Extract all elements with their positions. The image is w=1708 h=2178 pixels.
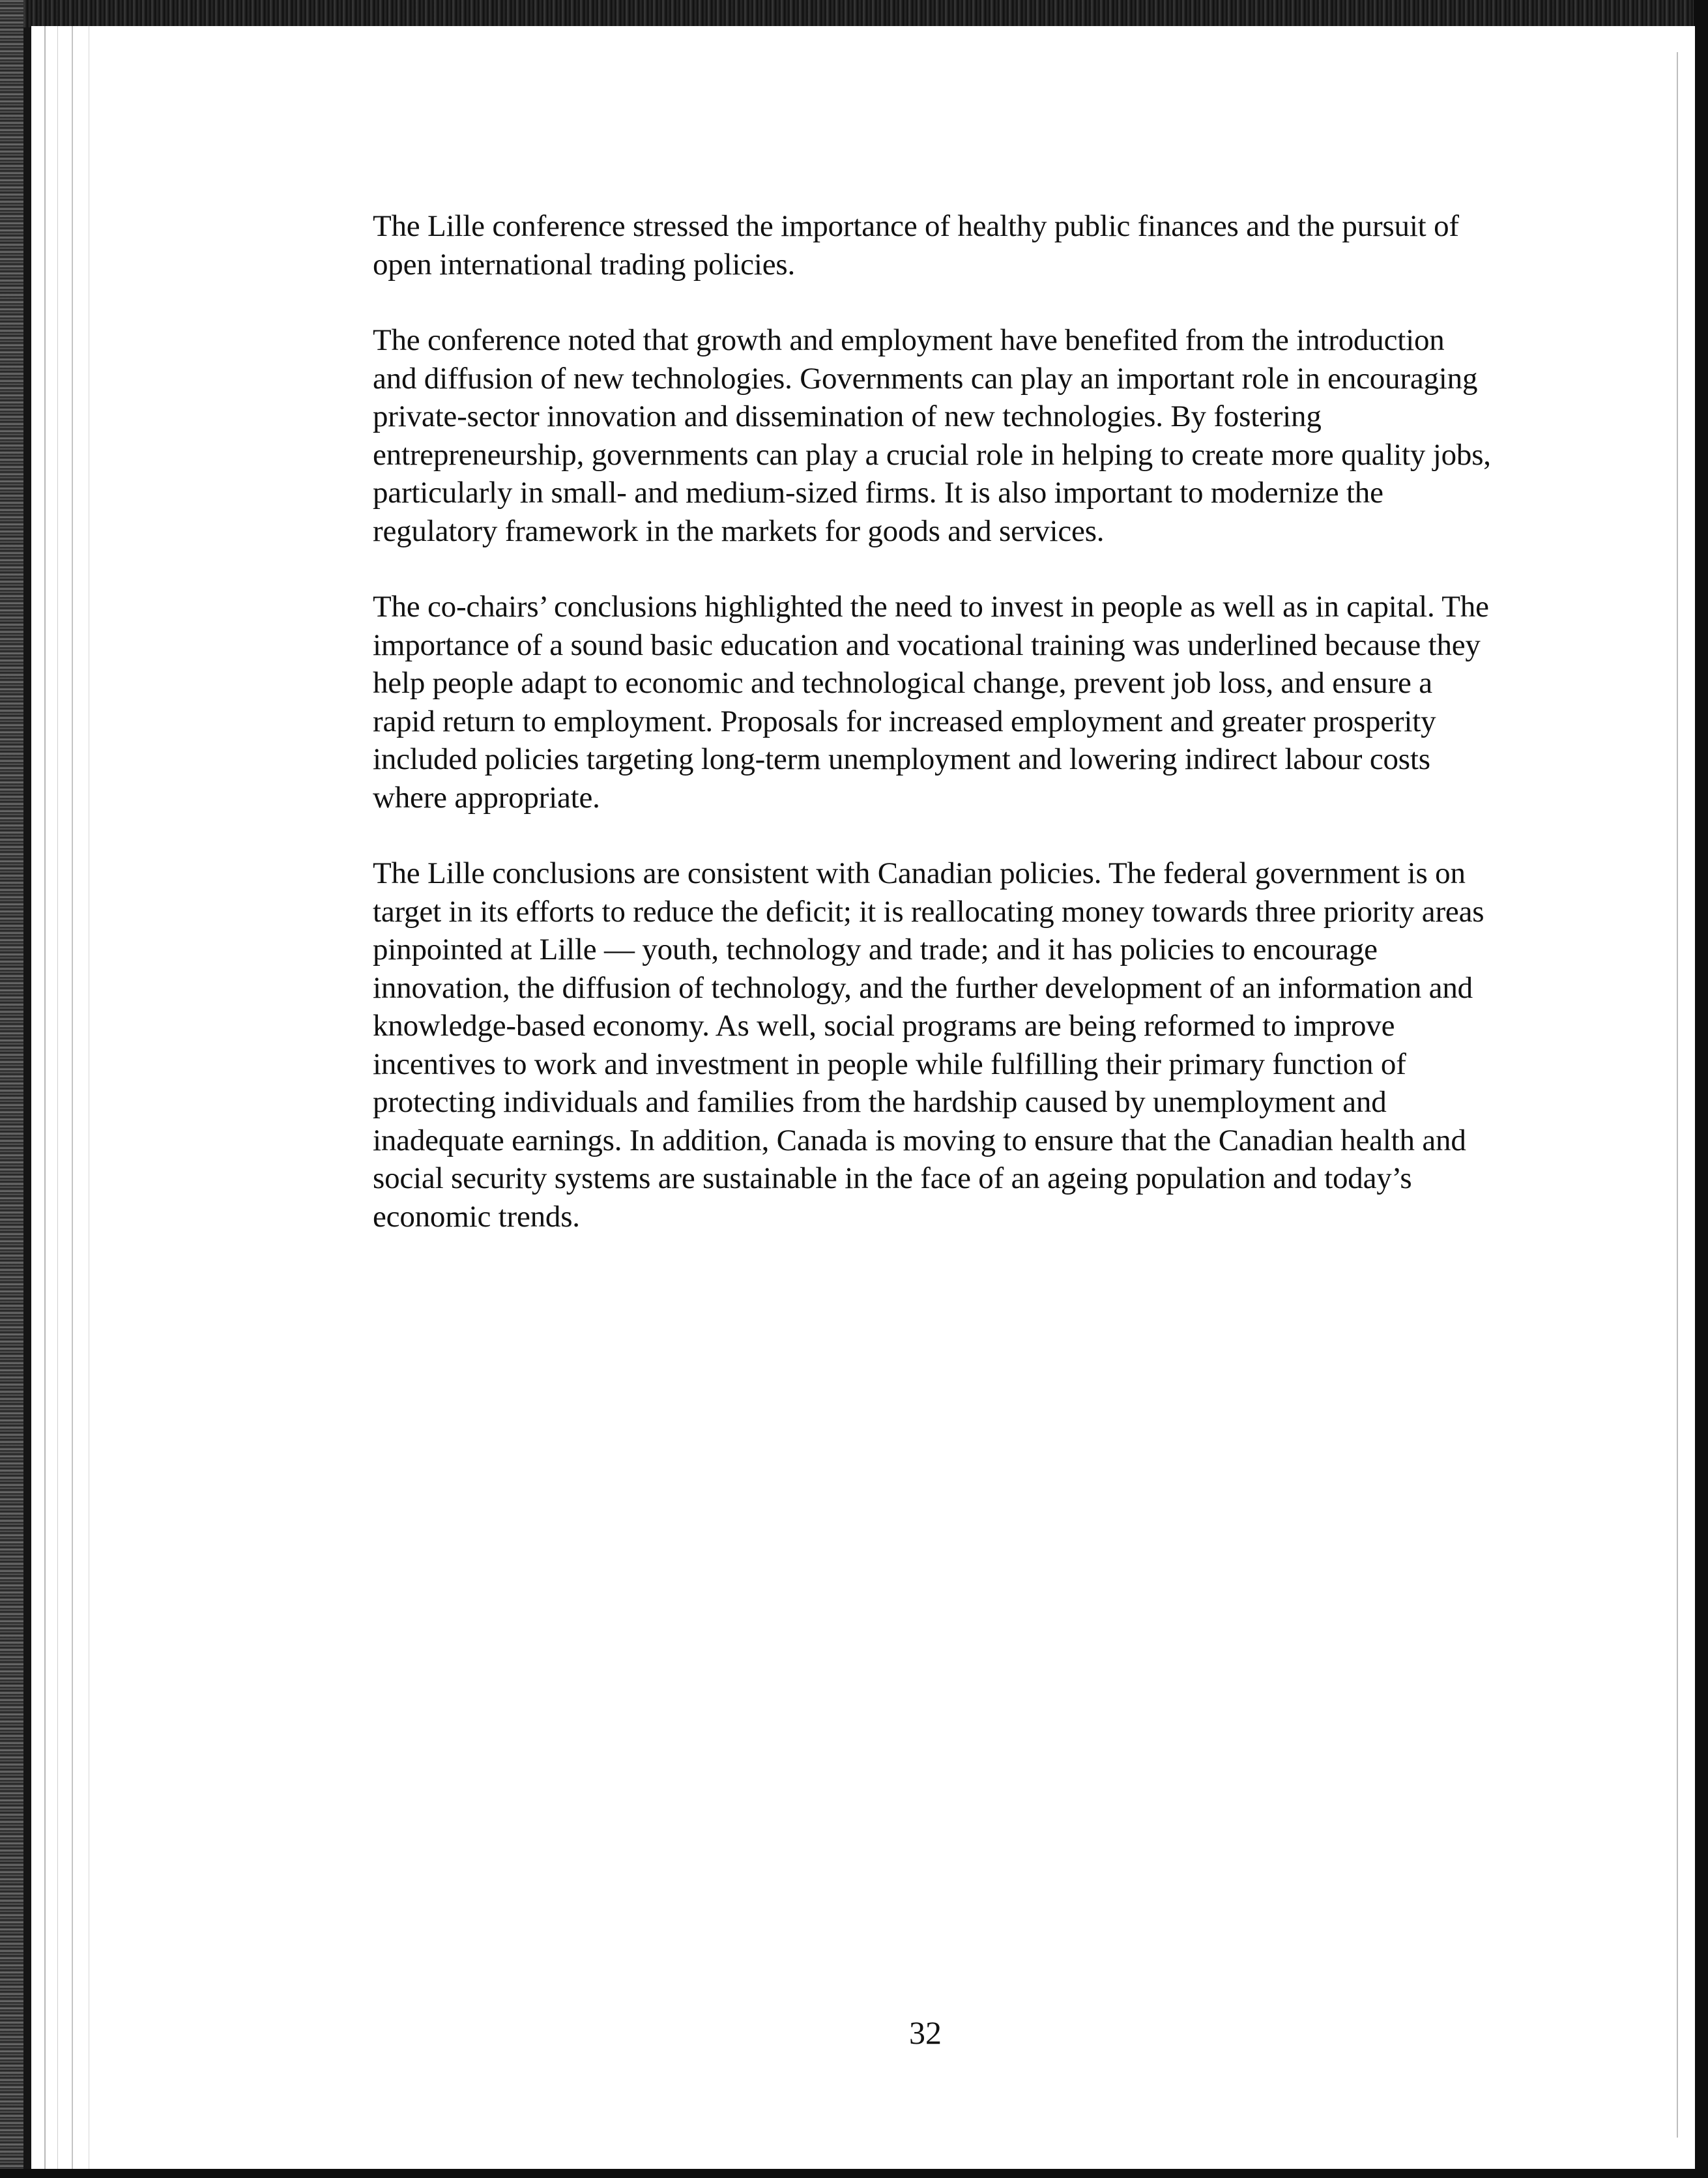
paragraph-technologies: The conference noted that growth and employment have benefited from the introduction and diffusion of new technologies. Governments can play an important role in encouraging private-sector innovation and dissemination of new technologies. By fostering entrepreneurship, governments can play a crucial role in helping to create more quality jobs, particularly in small- and medium-sized firms. It is also important to modernize the regulatory framework in the markets for goods and services. [373, 323, 1491, 548]
scan-top-edge [0, 0, 1708, 27]
paragraph-co-chairs-conclusions: The co-chairs’ conclusions highlighted the need to invest in people as well as in capital. The importance of a sound basic education and vocational training was underlined because they help people adapt to economic and technological change, prevent job loss, and ensure a rapid return to employment. Proposals for increased employment and greater prosperity included policies targeting long-term unemployment and lowering indirect labour costs where appropriate. [373, 590, 1489, 815]
scan-right-edge [1694, 0, 1708, 2178]
paragraph-canadian-policies: The Lille conclusions are consistent with Canadian policies. The federal government is on target in its efforts to reduce the deficit; it is reallocating money towards three priority areas pinpointed at Lille — youth, technology and trade; and it has policies to encourage innovation, the diffusion of technology, and the further development of an information and knowledge-based economy. As well, social programs are being reformed to improve incentives to work and investment in people while fulfilling their primary function of protecting individuals and families from the hardship caused by unemployment and inadequate earnings. In addition, Canada is moving to ensure that the Canadian health and social security systems are sustainable in the face of an ageing population and today’s economic trends. [373, 856, 1484, 1234]
page-number: 32 [909, 2014, 942, 2051]
document-body [373, 207, 1494, 1273]
binding-margin [31, 26, 109, 2169]
paragraph-lille-conference: The Lille conference stressed the importance of healthy public finances and the pursuit of open international trading policies. [373, 209, 1459, 282]
scan-bottom-edge [0, 2169, 1708, 2178]
right-margin-line [1677, 52, 1678, 2138]
scan-left-edge [0, 0, 23, 2178]
